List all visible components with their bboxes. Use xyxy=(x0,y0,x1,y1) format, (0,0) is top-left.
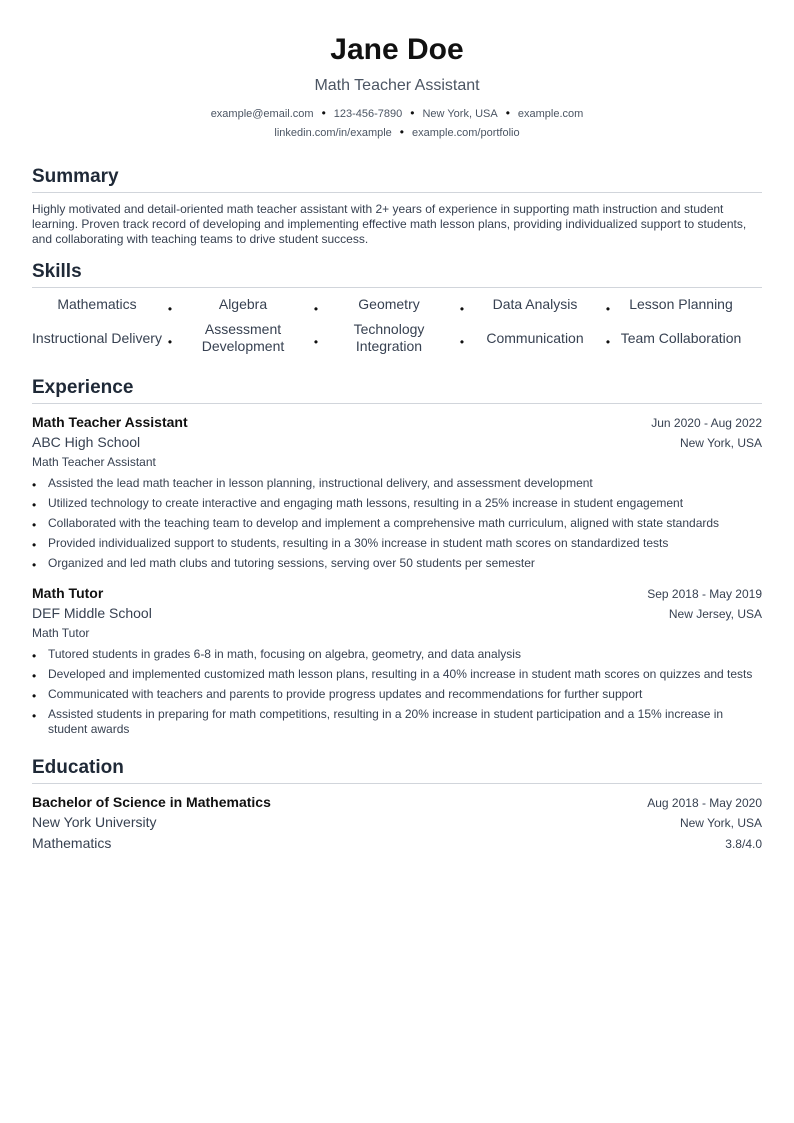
contact-info xyxy=(32,104,762,142)
edu-header xyxy=(32,792,762,812)
bullet-icon: • xyxy=(32,558,37,572)
skill-item: Data Analysis xyxy=(492,296,578,312)
bullet-text: Provided individualized support to students, resulting in a 30% increase in student math scores on standardized tests xyxy=(48,536,669,550)
candidate-title: Math Teacher Assistant xyxy=(314,77,480,94)
edu-gpa: 3.8/4.0 xyxy=(725,837,762,851)
job-subtitle: Math Tutor xyxy=(32,626,90,640)
bullet-icon: • xyxy=(32,709,37,723)
skill-separator: • xyxy=(459,301,465,316)
bullet-icon: • xyxy=(32,498,37,512)
edu-degree: Bachelor of Science in Mathematics xyxy=(32,794,271,810)
list-item xyxy=(32,496,762,511)
contact-phone[interactable]: 123-456-7890 xyxy=(333,108,403,120)
experience-heading: Experience xyxy=(32,375,762,404)
education-section xyxy=(32,755,762,854)
skill-separator: • xyxy=(313,301,319,316)
edu-dates: Aug 2018 - May 2020 xyxy=(647,796,762,810)
job-bullets xyxy=(32,476,762,571)
skill-separator: • xyxy=(605,335,611,349)
skills-section xyxy=(32,259,762,361)
list-item xyxy=(32,687,762,702)
bullet-icon: • xyxy=(32,518,37,532)
experience-section xyxy=(32,375,762,737)
bullet-text: Collaborated with the teaching team to develop and implement a comprehensive math curriculum, aligned with state standards xyxy=(48,516,720,530)
skill-separator: • xyxy=(605,301,611,316)
skill-item: Geometry xyxy=(358,296,420,312)
bullet-text: Communicated with teachers and parents to provide progress updates and recommendations for further support xyxy=(48,687,643,701)
summary-heading: Summary xyxy=(32,164,762,193)
contact-separator: • xyxy=(410,106,415,120)
bullet-text: Assisted students in preparing for math competitions, resulting in a 20% increase in student participation and a 15% increase in student awards xyxy=(48,707,724,736)
skill-separator: • xyxy=(167,301,173,316)
skill-item: Technology Integration xyxy=(353,321,425,354)
list-item xyxy=(32,667,762,682)
job-entry xyxy=(32,412,762,571)
contact-portfolio[interactable]: example.com/portfolio xyxy=(411,127,520,139)
contact-separator: • xyxy=(321,106,326,120)
candidate-name: Jane Doe xyxy=(330,33,464,66)
job-subtitle: Math Teacher Assistant xyxy=(32,455,156,469)
skill-item: Algebra xyxy=(218,296,268,312)
skill-item: Lesson Planning xyxy=(629,296,733,312)
job-entry xyxy=(32,583,762,737)
summary-text: Highly motivated and detail-oriented math teacher assistant with 2+ years of experience in supporting math instruction and student learning. Proven track record of developing and implementing effective math lesson plans, providing individualized support to students, and collaborating with teaching teams to drive student success. xyxy=(32,202,747,246)
skill-separator: • xyxy=(313,335,319,349)
skills-heading: Skills xyxy=(32,259,762,288)
job-bullets xyxy=(32,647,762,737)
list-item xyxy=(32,476,762,491)
contact-separator: • xyxy=(399,125,404,139)
edu-field-row xyxy=(32,833,762,854)
bullet-text: Tutored students in grades 6-8 in math, focusing on algebra, geometry, and data analysis xyxy=(48,647,521,661)
skill-item: Communication xyxy=(486,329,584,346)
skill-item: Team Collaboration xyxy=(620,329,742,346)
contact-email[interactable]: example@email.com xyxy=(210,108,314,120)
bullet-icon: • xyxy=(32,669,37,683)
job-header xyxy=(32,412,762,432)
bullet-text: Organized and led math clubs and tutoring sessions, serving over 50 students per semester xyxy=(48,556,535,570)
job-location: New York, USA xyxy=(679,436,762,450)
job-dates: Sep 2018 - May 2019 xyxy=(647,587,762,601)
job-header xyxy=(32,583,762,603)
bullet-text: Assisted the lead math teacher in lesson planning, instructional delivery, and assessment development xyxy=(48,476,593,490)
job-role: Math Tutor xyxy=(32,585,104,601)
summary-section xyxy=(32,164,762,247)
bullet-icon: • xyxy=(32,538,37,552)
list-item xyxy=(32,647,762,662)
job-company-row xyxy=(32,603,762,624)
contact-location: New York, USA xyxy=(422,108,498,120)
job-company: ABC High School xyxy=(32,434,141,450)
skill-item: Assessment Development xyxy=(201,321,285,354)
bullet-icon: • xyxy=(32,478,37,492)
edu-school-row xyxy=(32,812,762,833)
contact-linkedin[interactable]: linkedin.com/in/example xyxy=(274,127,392,139)
resume-page xyxy=(32,30,762,854)
education-heading: Education xyxy=(32,755,762,784)
contact-website[interactable]: example.com xyxy=(517,108,584,120)
bullet-icon: • xyxy=(32,649,37,663)
skill-item: Instructional Delivery xyxy=(32,329,162,346)
bullet-text: Developed and implemented customized math lesson plans, resulting in a 40% increase in student math scores on quizzes and tests xyxy=(48,667,753,681)
contact-row-1 xyxy=(32,104,762,123)
bullet-icon: • xyxy=(32,689,37,703)
list-item xyxy=(32,556,762,571)
list-item xyxy=(32,516,762,531)
job-location: New Jersey, USA xyxy=(668,607,762,621)
edu-field: Mathematics xyxy=(32,835,112,851)
resume-header xyxy=(32,30,762,142)
education-entry xyxy=(32,792,762,854)
skill-separator: • xyxy=(459,335,465,349)
job-company-row xyxy=(32,432,762,453)
edu-school: New York University xyxy=(32,814,157,830)
job-company: DEF Middle School xyxy=(32,605,152,621)
bullet-text: Utilized technology to create interactive and engaging math lessons, resulting in a 25% increase in student engagement xyxy=(48,496,684,510)
edu-location: New York, USA xyxy=(679,816,762,830)
job-role: Math Teacher Assistant xyxy=(32,414,188,430)
list-item xyxy=(32,707,762,737)
skill-separator: • xyxy=(167,335,173,349)
skill-item: Mathematics xyxy=(57,296,137,312)
contact-separator: • xyxy=(505,106,510,120)
list-item xyxy=(32,536,762,551)
contact-row-2 xyxy=(32,123,762,142)
skills-grid xyxy=(32,294,762,361)
job-dates: Jun 2020 - Aug 2022 xyxy=(651,416,762,430)
